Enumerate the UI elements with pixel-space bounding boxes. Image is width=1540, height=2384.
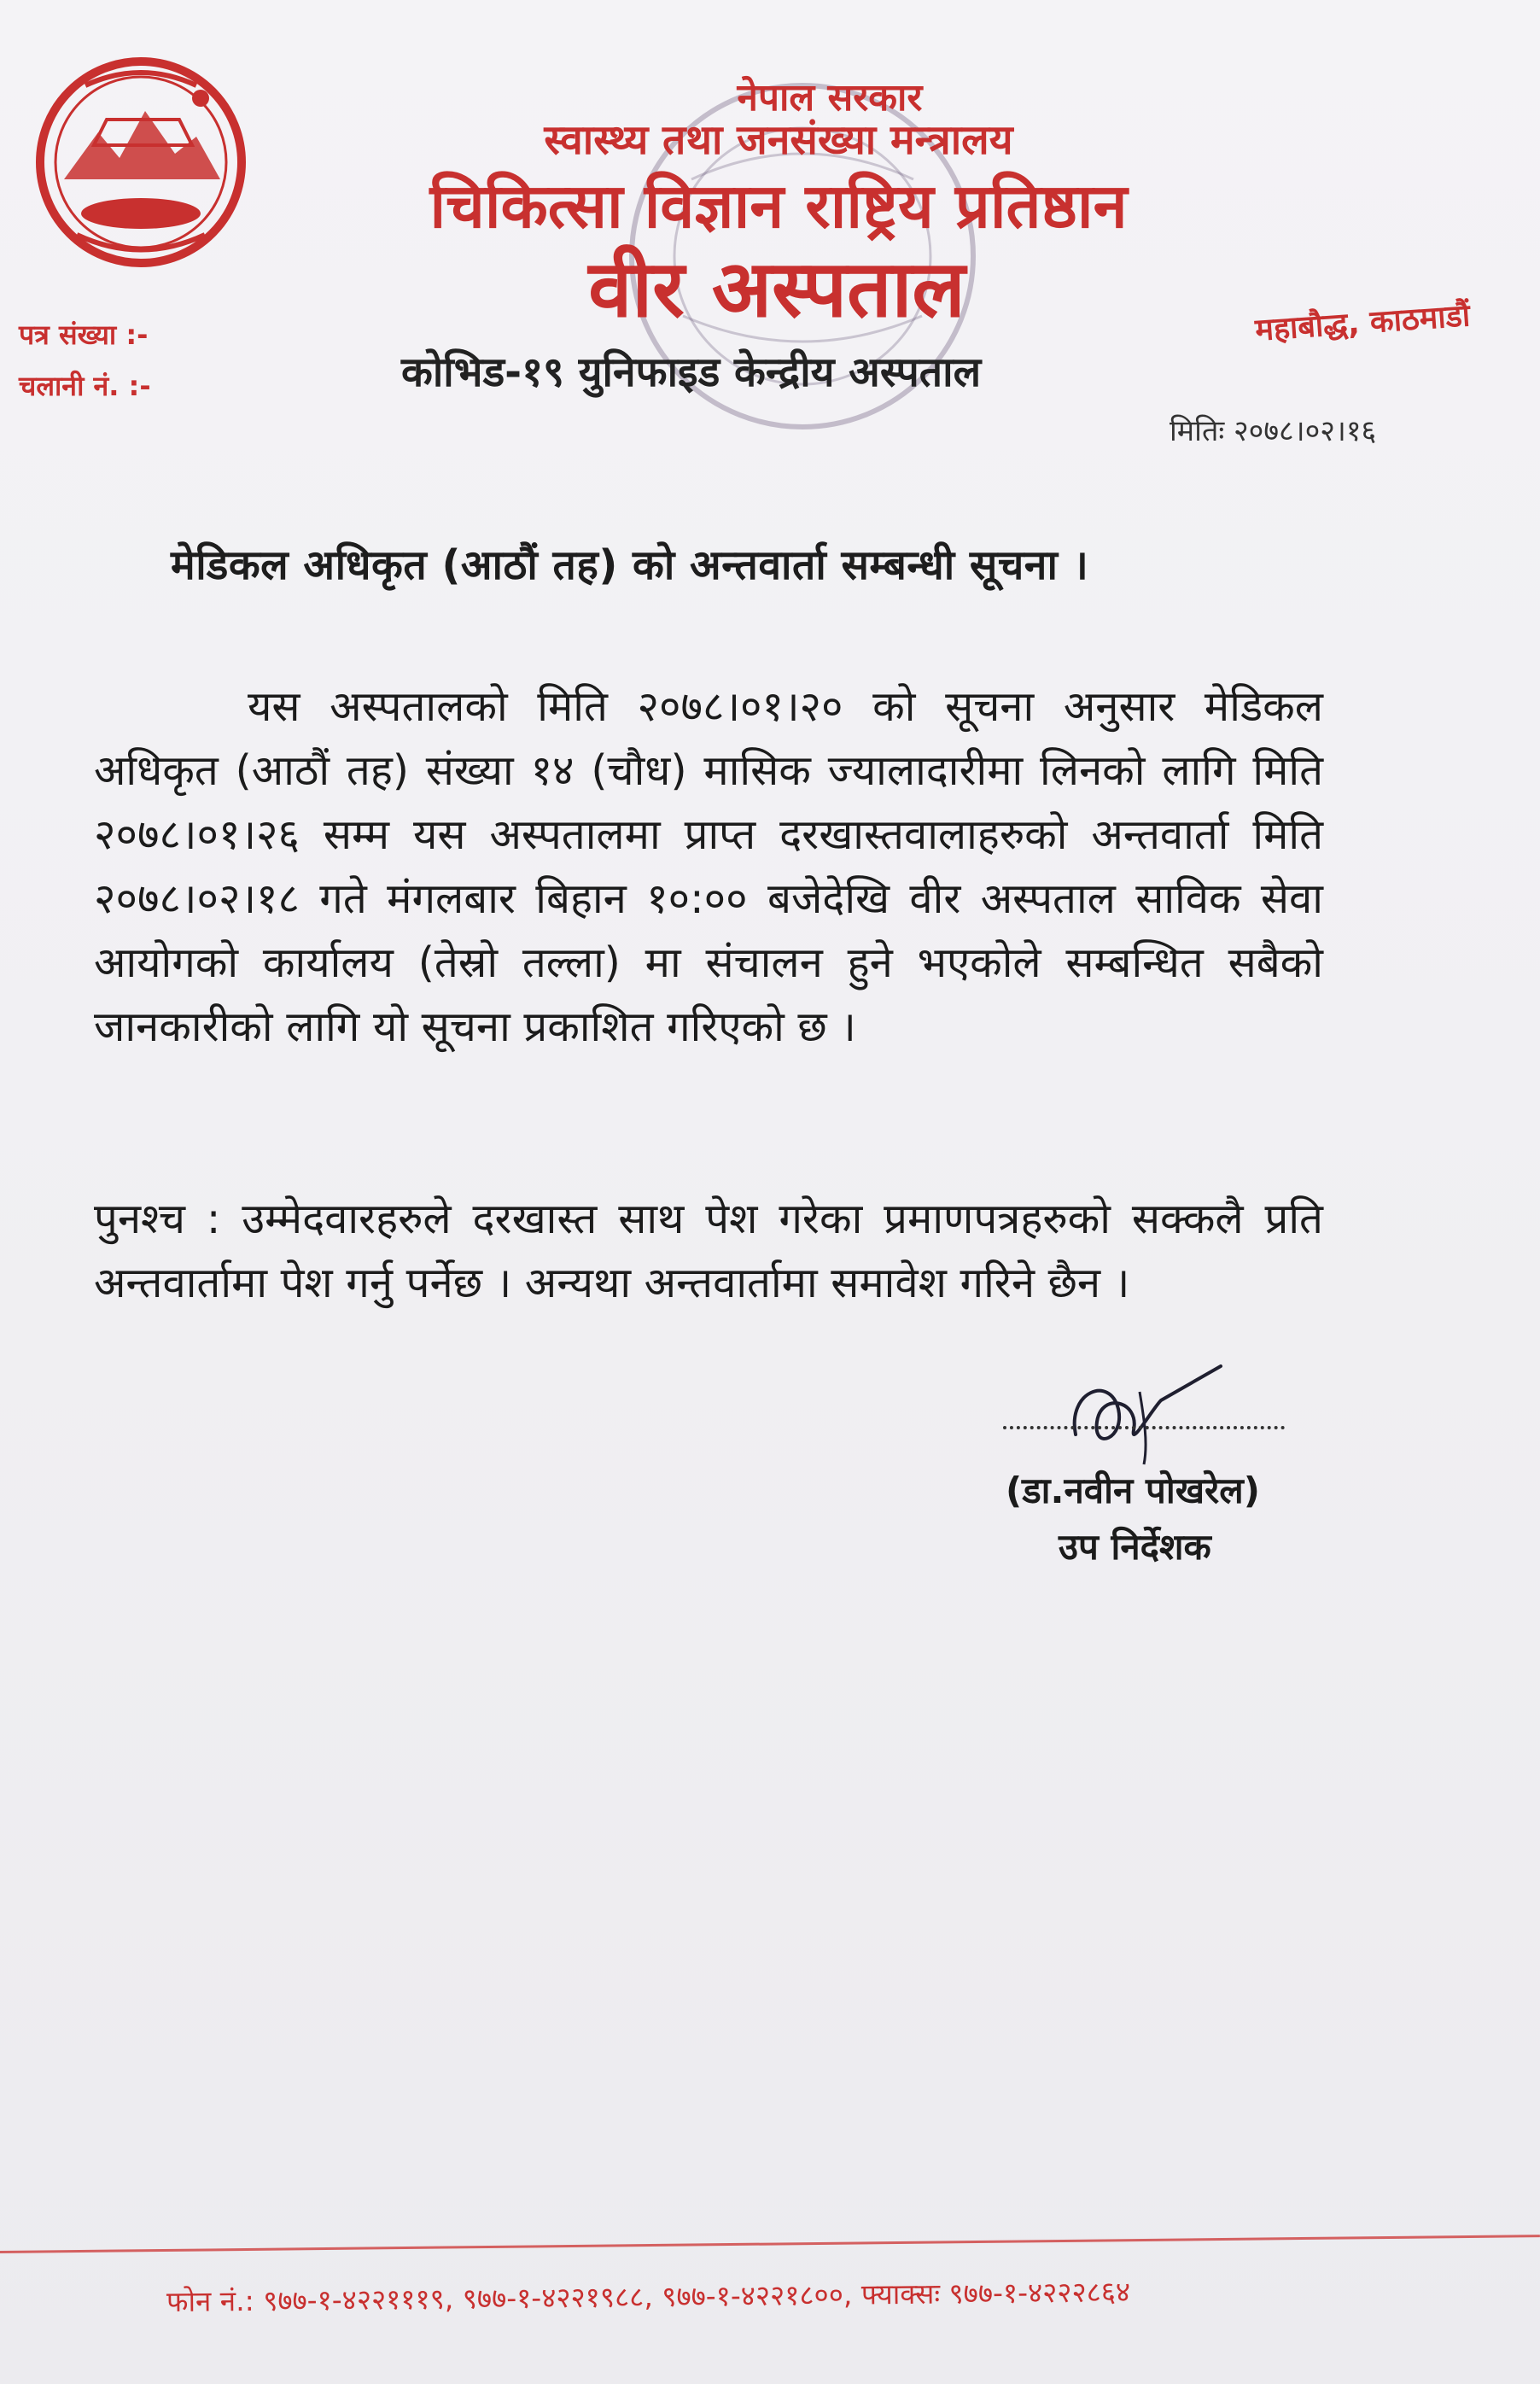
footer-divider xyxy=(0,2235,1540,2253)
notice-body: यस अस्पतालको मिति २०७८।०१।२० को सूचना अनुसार मेडिकल अधिकृत (आठौं तह) संख्या १४ (चौध) मासिक ज्यालादारीमा लिनको लागि मिति २०७८।०१।२६ सम्म यस अस्पतालमा प्राप्त दरखास्तवालाहरुको अन्तवार्ता मिति २०७८।०२।१८ गते मंगलबार बिहान १०:०० बजेदेखि वीर अस्पताल साविक सेवा आयोगको कार्यालय (तेस्रो तल्ला) मा संचालन हुने भएकोले सम्बन्धित सबैको जानकारीको लागि यो सूचना प्रकाशित गरिएको छ । xyxy=(94,682,1323,1051)
notice-postscript: पुनश्च : उम्मेदवारहरुले दरखास्त साथ पेश गरेका प्रमाणपत्रहरुको सक्कलै प्रति अन्तवार्तामा पेश गर्नु पर्नेछ । अन्यथा अन्तवार्तामा समावेश गरिने छैन । xyxy=(94,1195,1323,1307)
academy-title: चिकित्सा विज्ञान राष्ट्रिय प्रतिष्ठान xyxy=(429,170,1128,242)
signatory-designation: उप निर्देशक xyxy=(1059,1526,1211,1568)
ministry-title: स्वास्थ्य तथा जनसंख्या मन्त्रालय xyxy=(544,116,1013,164)
letter-number-label: पत्र संख्या :- xyxy=(19,318,149,351)
dispatch-number-label: चलानी नं. :- xyxy=(19,370,151,402)
hospital-title: वीर अस्पताल xyxy=(588,243,965,335)
letter-date: मितिः २०७८।०२।१६ xyxy=(1170,414,1377,448)
notice-subject: मेडिकल अधिकृत (आठौं तह) को अन्तवार्ता सम्बन्धी सूचना । xyxy=(171,541,1089,589)
signature-icon xyxy=(1059,1358,1229,1477)
signatory-name: (डा.नवीन पोखरेल) xyxy=(1006,1470,1260,1511)
covid-unit-title: कोभिड-१९ युनिफाइड केन्द्रीय अस्पताल xyxy=(401,348,982,396)
location: महाबौद्ध, काठमाडौं xyxy=(1254,298,1472,348)
footer-contacts: फोन नं.: ९७७-१-४२२१११९, ९७७-१-४२२१९८८, ९७७-१-४२२१८००, फ्याक्सः ९७७-१-४२२२८६४ xyxy=(166,2275,1131,2318)
government-title: नेपाल सरकार xyxy=(737,76,923,120)
signature-line xyxy=(1003,1426,1285,1429)
